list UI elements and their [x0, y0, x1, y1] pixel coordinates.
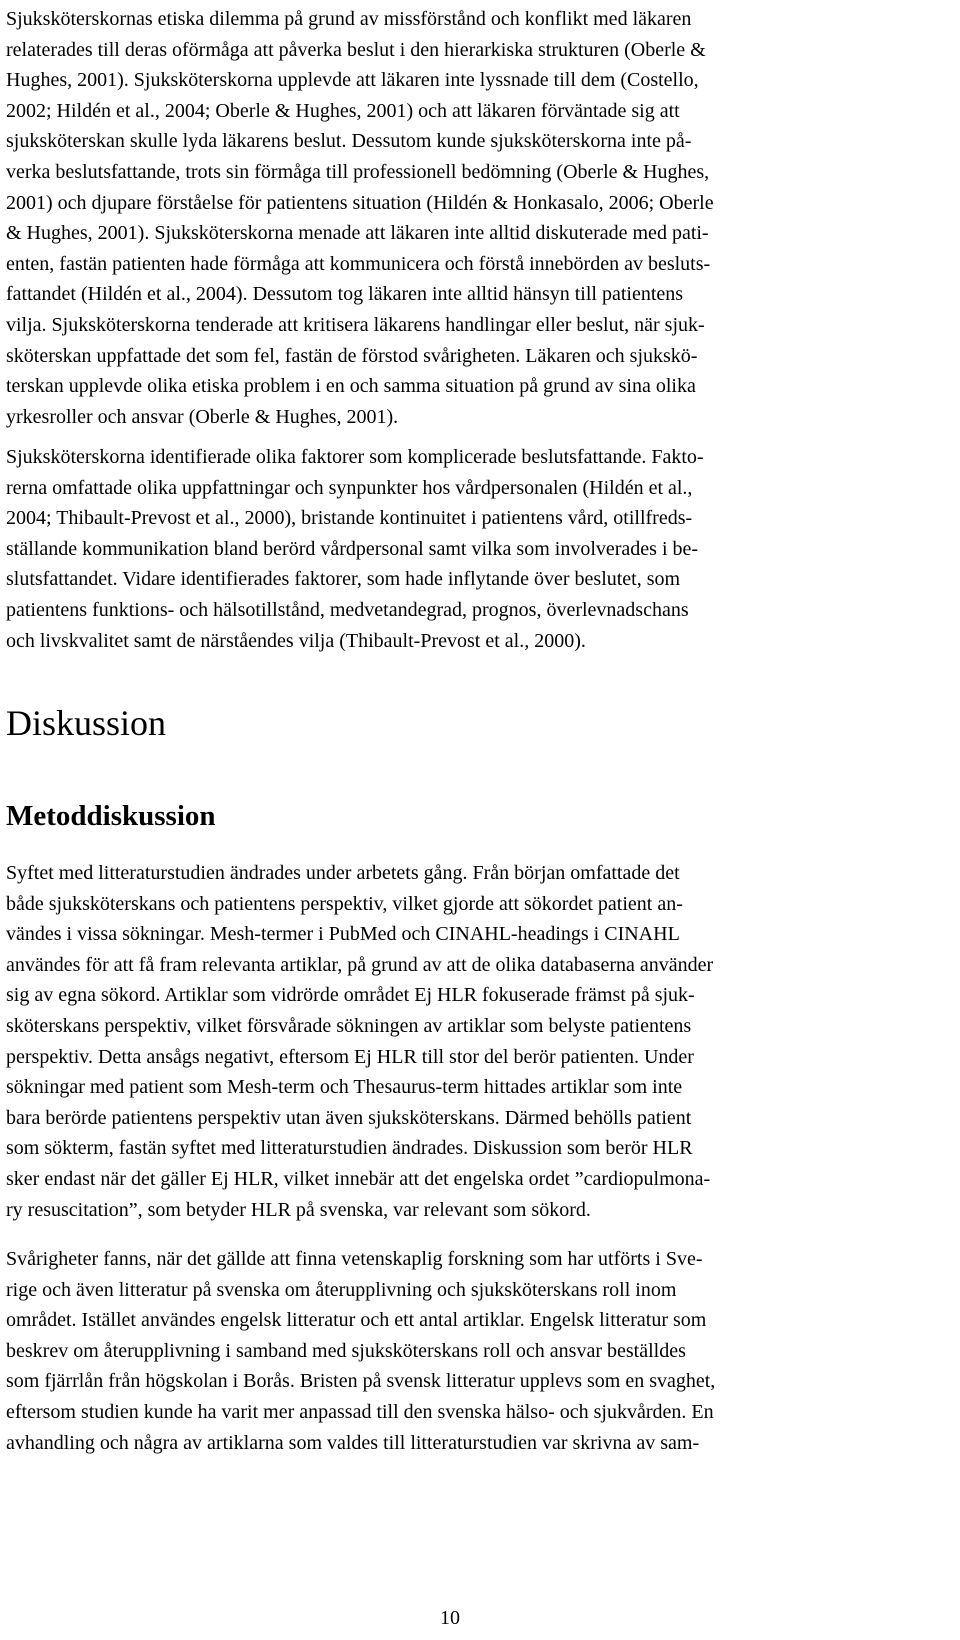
text-line: relaterades till deras oförmåga att påverka beslut i den hierarkiska strukturen (Oberle & [6, 38, 706, 61]
text-line: sig av egna sökord. Artiklar som vidrörde området Ej HLR fokuserade främst på sjuk- [6, 984, 695, 1007]
text-line: sökningar med patient som Mesh-term och Thesaurus-term hittades artiklar som inte [6, 1076, 683, 1099]
text-line: patientens funktions- och hälsotillstånd, medvetandegrad, prognos, överlevnadschans [6, 599, 689, 621]
text-line: enten, fastän patienten hade förmåga att kommunicera och förstå innebörden av besluts- [6, 252, 711, 275]
page-number: 10 [440, 1607, 460, 1629]
text-line: som fjärrlån från högskolan i Borås. Bristen på svensk litteratur upplevs som en svaghet, [6, 1370, 716, 1393]
text-line: sköterskan uppfattade det som fel, fastän de förstod svårigheten. Läkaren och sjukskö- [6, 344, 698, 367]
text-line: perspektiv. Detta ansågs negativt, eftersom Ej HLR till stor del berör patienten. Under [6, 1045, 694, 1068]
text-line: eftersom studien kunde ha varit mer anpassad till den svenska hälso- och sjukvården. En [6, 1401, 714, 1423]
text-line: sköterskans perspektiv, vilket försvårade sökningen av artiklar som belyste patientens [6, 1015, 692, 1037]
text-line: 2001) och djupare förståelse för patientens situation (Hildén & Honkasalo, 2006; Oberle [6, 191, 714, 214]
text-line: 2002; Hildén et al., 2004; Oberle & Hughes, 2001) och att läkaren förväntade sig att [6, 99, 680, 122]
text-line: bara berörde patientens perspektiv utan även sjuksköterskans. Därmed behölls patient [6, 1106, 692, 1129]
text-line: terskan upplevde olika etiska problem i en och samma situation på grund av sina olika [6, 375, 696, 398]
text-line: beskrev om återupplivning i samband med sjuksköterskans roll och ansvar beställdes [6, 1339, 686, 1362]
text-line: Syftet med litteraturstudien ändrades under arbetets gång. Från början omfattade det [6, 862, 680, 884]
text-line: 2004; Thibault-Prevost et al., 2000), bristande kontinuitet i patientens vård, otillfreds- [6, 507, 693, 530]
text-line: som sökterm, fastän syftet med litteraturstudien ändrades. Diskussion som berör HLR [6, 1137, 693, 1160]
text-line: användes för att få fram relevanta artiklar, på grund av att de olika databaserna använder [6, 953, 714, 976]
section-heading: Diskussion [6, 703, 167, 743]
text-line: Sjuksköterskorna identifierade olika faktorer som komplicerade beslutsfattande. Fakto- [6, 446, 704, 468]
text-line: vändes i vissa sökningar. Mesh-termer i PubMed och CINAHL-headings i CINAHL [6, 923, 680, 946]
text-line: sker endast när det gäller Ej HLR, vilket innebär att det engelska ordet ”cardiopulmona- [6, 1168, 711, 1190]
text-line: rige och även litteratur på svenska om återupplivning och sjuksköterskans roll inom [6, 1278, 677, 1301]
text-line: både sjuksköterskans och patientens perspektiv, vilket gjorde att sökordet patient an- [6, 892, 683, 915]
text-line: området. Istället användes engelsk litteratur och ett antal artiklar. Engelsk litteratur som [6, 1309, 707, 1332]
text-line: vilja. Sjuksköterskorna tenderade att kritisera läkarens handlingar eller beslut, när sjuk- [6, 314, 705, 336]
text-line: Sjuksköterskornas etiska dilemma på grund av missförstånd och konflikt med läkaren [6, 8, 692, 30]
text-line: Hughes, 2001). Sjuksköterskorna upplevde att läkaren inte lyssnade till dem (Costello, [6, 69, 699, 92]
text-line: rerna omfattade olika uppfattningar och synpunkter hos vårdpersonalen (Hildén et al., [6, 476, 693, 499]
text-line: sjuksköterskan skulle lyda läkarens beslut. Dessutom kunde sjuksköterskorna inte på- [6, 130, 692, 153]
text-line: slutsfattandet. Vidare identifierades faktorer, som hade inflytande över beslutet, som [6, 568, 681, 591]
text-line: Svårigheter fanns, när det gällde att finna vetenskaplig forskning som har utförts i Sve- [6, 1248, 703, 1270]
text-line: ry resuscitation”, som betyder HLR på svenska, var relevant som sökord. [6, 1198, 591, 1221]
text-line: & Hughes, 2001). Sjuksköterskorna menade att läkaren inte alltid diskuterade med pati- [6, 222, 709, 245]
text-line: ställande kommunikation bland berörd vårdpersonal samt vilka som involverades i be- [6, 537, 699, 560]
text-line: verka beslutsfattande, trots sin förmåga till professionell bedömning (Oberle & Hughes, [6, 161, 710, 183]
subsection-heading: Metoddiskussion [6, 800, 216, 832]
text-line: avhandling och några av artiklarna som valdes till litteraturstudien var skrivna av sam- [6, 1431, 700, 1454]
text-line: yrkesroller och ansvar (Oberle & Hughes, 2001). [6, 405, 399, 428]
text-line: fattandet (Hildén et al., 2004). Dessutom tog läkaren inte alltid hänsyn till patientens [6, 283, 684, 306]
text-line: och livskvalitet samt de närståendes vilja (Thibault-Prevost et al., 2000). [6, 629, 586, 652]
